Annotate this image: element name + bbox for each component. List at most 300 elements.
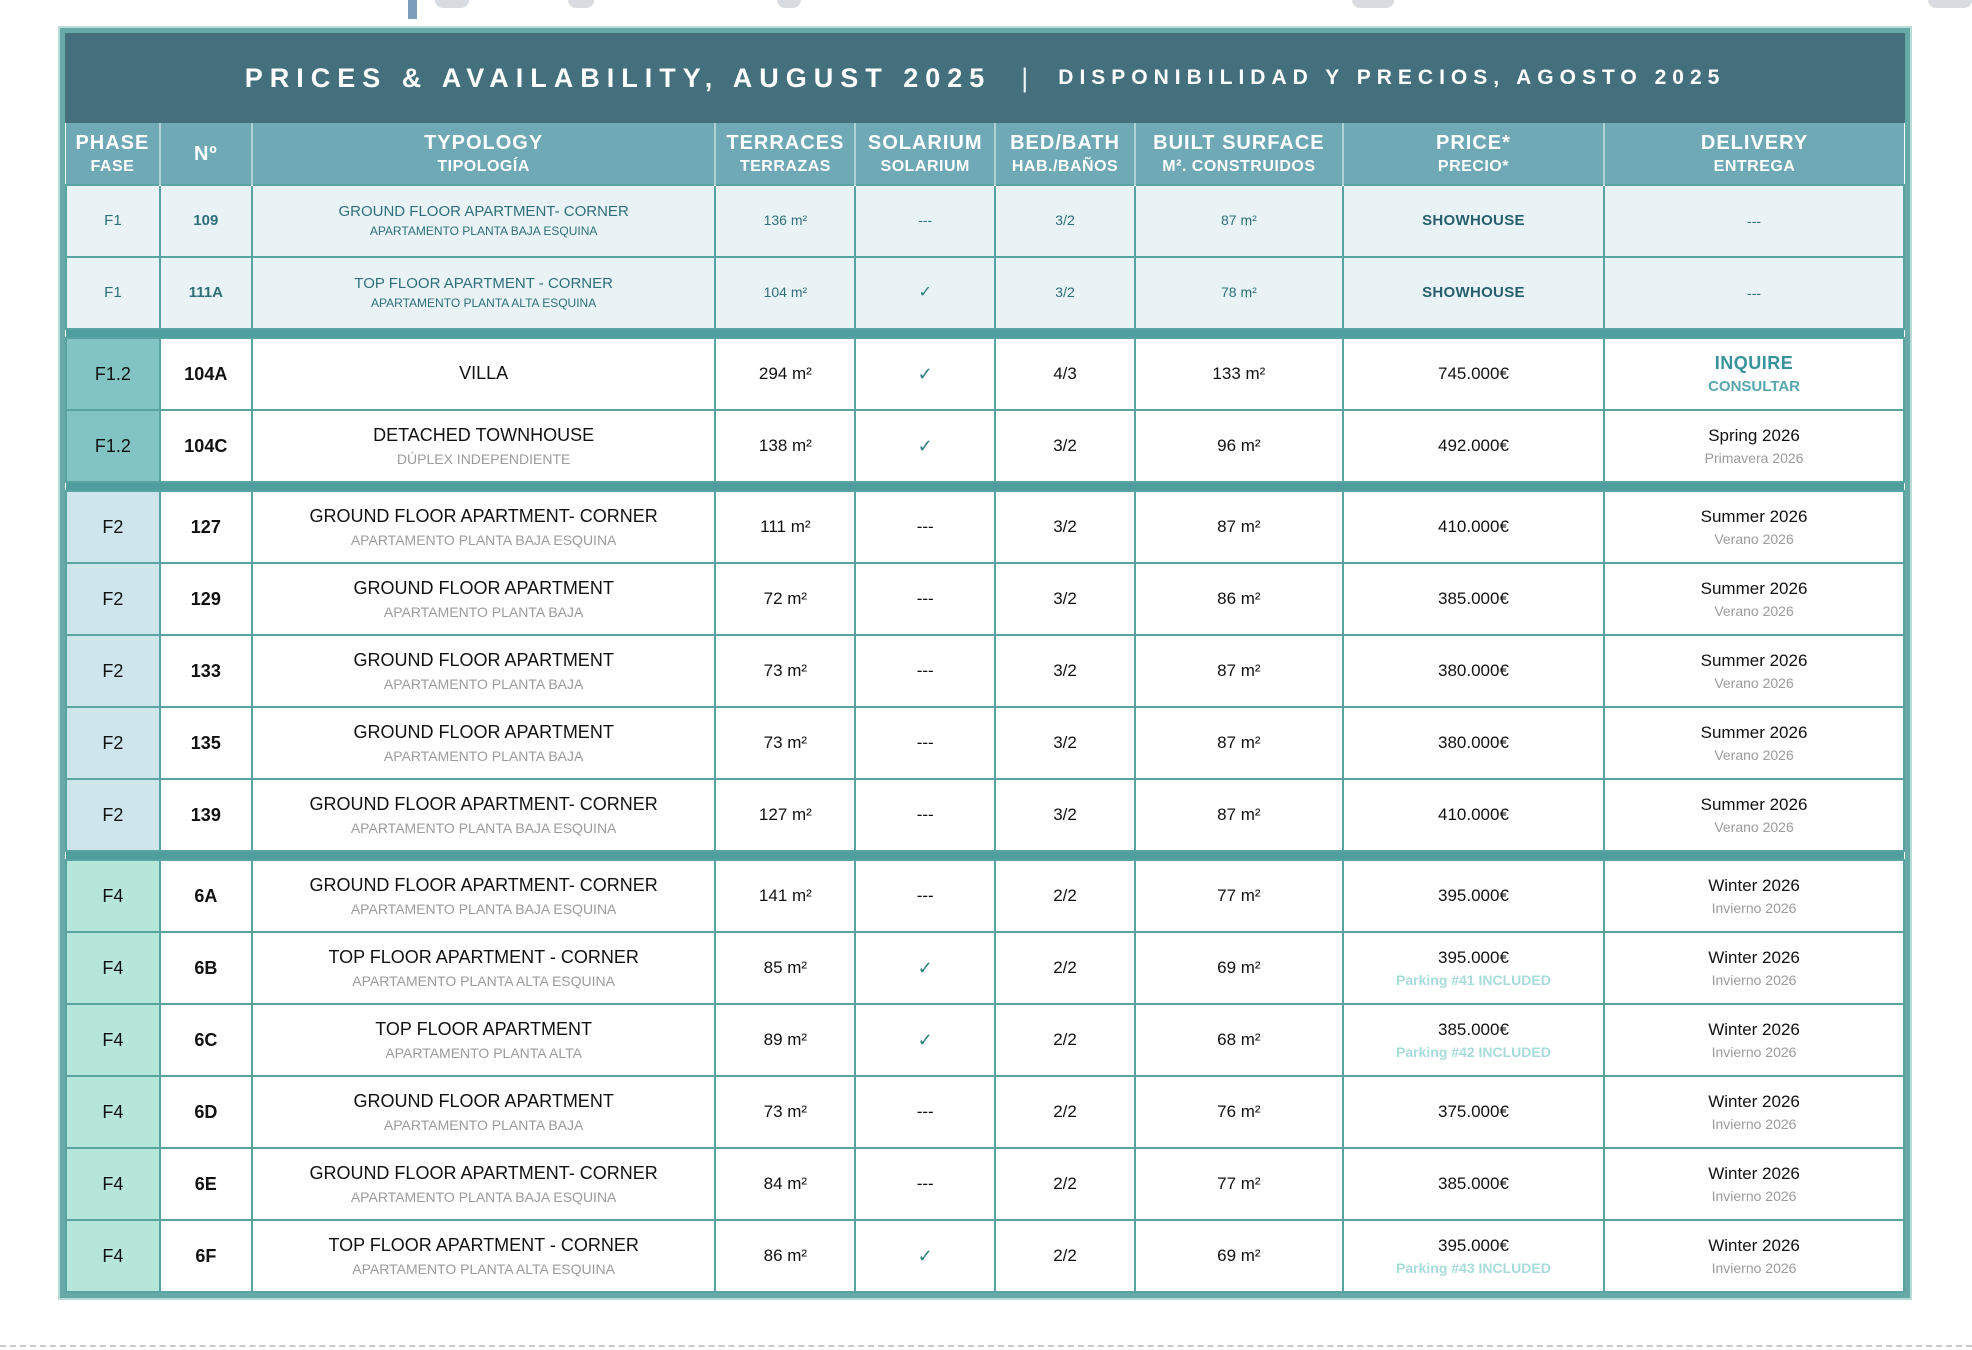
typology-cell bbox=[252, 491, 716, 563]
delivery-english: Winter 2026 bbox=[1708, 875, 1800, 895]
terraces-value: 294 m² bbox=[758, 364, 812, 384]
terraces-cell bbox=[715, 563, 855, 635]
col-header-bedbath bbox=[995, 123, 1135, 185]
price-cell bbox=[1343, 410, 1604, 482]
built-surface-cell bbox=[1135, 1148, 1343, 1220]
terraces-value: 73 m² bbox=[763, 733, 808, 753]
unit-number-cell bbox=[160, 932, 252, 1004]
typology-cell bbox=[252, 1004, 716, 1076]
price-value: 410.000€ bbox=[1438, 804, 1509, 824]
phase-label: F1.2 bbox=[94, 435, 131, 456]
price-value: SHOWHOUSE bbox=[1422, 212, 1525, 230]
price-value: 395.000€ bbox=[1438, 948, 1509, 968]
built-surface-cell bbox=[1135, 860, 1343, 932]
unit-number: 6C bbox=[194, 1029, 218, 1050]
solarium-cell bbox=[855, 1076, 995, 1148]
title-divider: | bbox=[1021, 62, 1029, 93]
solarium-value: --- bbox=[918, 212, 933, 229]
unit-number-cell bbox=[160, 338, 252, 410]
phase-cell bbox=[66, 779, 160, 851]
bedbath-cell bbox=[995, 410, 1135, 482]
typology-english: GROUND FLOOR APARTMENT bbox=[353, 650, 614, 671]
check-icon: ✓ bbox=[917, 363, 933, 384]
solarium-value: --- bbox=[916, 805, 934, 825]
phase-label: F2 bbox=[102, 588, 124, 609]
built-surface-cell bbox=[1135, 1004, 1343, 1076]
typology-spanish: DÚPLEX INDEPENDIENTE bbox=[396, 450, 571, 467]
col-header-terraces bbox=[715, 123, 855, 185]
built-surface-value: 87 m² bbox=[1217, 661, 1261, 681]
solarium-cell bbox=[855, 563, 995, 635]
col-header-solarium bbox=[855, 123, 995, 185]
solarium-value: --- bbox=[916, 589, 934, 609]
built-surface-value: 77 m² bbox=[1217, 886, 1261, 906]
terraces-value: 138 m² bbox=[758, 436, 812, 456]
delivery-cell bbox=[1604, 779, 1904, 851]
bedbath-value: 3/2 bbox=[1053, 805, 1077, 825]
group-separator bbox=[66, 851, 1904, 860]
unit-number-cell bbox=[160, 1004, 252, 1076]
built-surface-cell bbox=[1135, 1076, 1343, 1148]
table-row bbox=[66, 707, 1904, 779]
terraces-value: 84 m² bbox=[763, 1174, 808, 1194]
typology-english: GROUND FLOOR APARTMENT- CORNER bbox=[309, 794, 658, 815]
terraces-value: 127 m² bbox=[758, 805, 812, 825]
title-english: PRICES & AVAILABILITY, AUGUST 2025 bbox=[244, 62, 992, 93]
price-cell bbox=[1343, 185, 1604, 257]
table-row bbox=[66, 1076, 1904, 1148]
terraces-cell bbox=[715, 1148, 855, 1220]
typology-cell bbox=[252, 563, 716, 635]
terraces-value: 73 m² bbox=[763, 1102, 808, 1122]
typology-spanish: APARTAMENTO PLANTA ALTA ESQUINA bbox=[352, 1260, 615, 1277]
delivery-english: Winter 2026 bbox=[1708, 1019, 1800, 1039]
check-icon: ✓ bbox=[917, 435, 933, 456]
built-surface-cell bbox=[1135, 491, 1343, 563]
built-surface-value: 87 m² bbox=[1220, 212, 1257, 229]
typology-english: GROUND FLOOR APARTMENT- CORNER bbox=[309, 506, 658, 527]
unit-number-cell bbox=[160, 707, 252, 779]
title-spanish: DISPONIBILIDAD Y PRECIOS, AGOSTO 2025 bbox=[1058, 66, 1726, 89]
unit-number: 6F bbox=[195, 1245, 217, 1266]
built-surface-value: 78 m² bbox=[1220, 284, 1257, 301]
check-icon: ✓ bbox=[917, 1029, 933, 1050]
check-icon: ✓ bbox=[917, 957, 933, 978]
terraces-cell bbox=[715, 257, 855, 329]
typology-spanish: APARTAMENTO PLANTA ALTA bbox=[385, 1044, 582, 1061]
built-surface-value: 133 m² bbox=[1212, 364, 1266, 384]
delivery-cell bbox=[1604, 410, 1904, 482]
check-icon: ✓ bbox=[918, 284, 932, 301]
logo-fragment bbox=[1928, 0, 1972, 8]
phase-cell bbox=[66, 563, 160, 635]
solarium-cell bbox=[855, 1148, 995, 1220]
delivery-cell bbox=[1604, 1220, 1904, 1292]
solarium-cell bbox=[855, 185, 995, 257]
delivery-english: Winter 2026 bbox=[1708, 1163, 1800, 1183]
solarium-value: --- bbox=[916, 661, 934, 681]
group-separator bbox=[66, 329, 1904, 338]
col-header-bedbath-en: BED/BATH bbox=[1010, 131, 1120, 154]
built-surface-cell bbox=[1135, 635, 1343, 707]
solarium-cell bbox=[855, 860, 995, 932]
terraces-value: 136 m² bbox=[763, 212, 808, 229]
table-row bbox=[66, 932, 1904, 1004]
terraces-cell bbox=[715, 1004, 855, 1076]
phase-cell bbox=[66, 1076, 160, 1148]
unit-number-cell bbox=[160, 410, 252, 482]
price-cell bbox=[1343, 932, 1604, 1004]
typology-spanish: APARTAMENTO PLANTA ALTA ESQUINA bbox=[371, 295, 597, 310]
phase-label: F2 bbox=[102, 732, 124, 753]
col-header-price-en: PRICE* bbox=[1436, 131, 1511, 154]
price-value: 492.000€ bbox=[1438, 435, 1509, 455]
built-surface-cell bbox=[1135, 1220, 1343, 1292]
price-cell bbox=[1343, 779, 1604, 851]
parking-included-note: Parking #43 INCLUDED bbox=[1396, 1260, 1551, 1277]
col-header-bedbath-es: HAB./BAÑOS bbox=[1011, 157, 1119, 175]
phase-cell bbox=[66, 491, 160, 563]
typology-spanish: APARTAMENTO PLANTA BAJA ESQUINA bbox=[350, 900, 617, 917]
bedbath-cell bbox=[995, 1148, 1135, 1220]
solarium-cell bbox=[855, 1004, 995, 1076]
delivery-english: Summer 2026 bbox=[1700, 794, 1808, 814]
table-row bbox=[66, 491, 1904, 563]
delivery-cell bbox=[1604, 338, 1904, 410]
bedbath-value: 3/2 bbox=[1055, 284, 1075, 301]
unit-number: 135 bbox=[190, 732, 221, 753]
typology-spanish: APARTAMENTO PLANTA ALTA ESQUINA bbox=[352, 972, 615, 989]
typology-spanish: APARTAMENTO PLANTA BAJA ESQUINA bbox=[369, 223, 598, 238]
delivery-spanish: Invierno 2026 bbox=[1711, 1187, 1797, 1204]
delivery-cell bbox=[1604, 1004, 1904, 1076]
col-header-built-es: M². CONSTRUIDOS bbox=[1162, 157, 1316, 175]
logo-fragment bbox=[777, 0, 801, 8]
typology-cell bbox=[252, 1076, 716, 1148]
delivery-english: Summer 2026 bbox=[1700, 722, 1808, 742]
col-header-built-en: BUILT SURFACE bbox=[1153, 131, 1325, 154]
delivery-cell bbox=[1604, 860, 1904, 932]
terraces-value: 86 m² bbox=[763, 1246, 808, 1266]
phase-cell bbox=[66, 257, 160, 329]
typology-cell bbox=[252, 707, 716, 779]
phase-label: F1 bbox=[104, 283, 122, 301]
unit-number: 139 bbox=[190, 804, 221, 825]
terraces-cell bbox=[715, 860, 855, 932]
delivery-spanish: Invierno 2026 bbox=[1711, 1043, 1797, 1060]
phase-cell bbox=[66, 1004, 160, 1076]
typology-spanish: APARTAMENTO PLANTA BAJA bbox=[383, 603, 584, 620]
table-row bbox=[66, 185, 1904, 257]
delivery-cell bbox=[1604, 185, 1904, 257]
typology-english: TOP FLOOR APARTMENT - CORNER bbox=[354, 275, 613, 293]
delivery-english: Winter 2026 bbox=[1708, 1091, 1800, 1111]
phase-cell bbox=[66, 860, 160, 932]
typology-english: GROUND FLOOR APARTMENT bbox=[353, 722, 614, 743]
solarium-value: --- bbox=[916, 886, 934, 906]
col-header-typology bbox=[252, 123, 716, 185]
solarium-cell bbox=[855, 1220, 995, 1292]
bedbath-value: 3/2 bbox=[1053, 733, 1077, 753]
typology-cell bbox=[252, 860, 716, 932]
phase-label: F1.2 bbox=[94, 363, 131, 384]
unit-number-cell bbox=[160, 635, 252, 707]
price-cell bbox=[1343, 635, 1604, 707]
price-cell bbox=[1343, 491, 1604, 563]
col-header-terraces-es: TERRAZAS bbox=[739, 157, 831, 175]
phase-label: F2 bbox=[102, 516, 124, 537]
typology-english: TOP FLOOR APARTMENT - CORNER bbox=[328, 1235, 639, 1256]
unit-number-cell bbox=[160, 1076, 252, 1148]
price-value: 375.000€ bbox=[1438, 1101, 1509, 1121]
price-availability-table bbox=[60, 28, 1910, 1298]
bedbath-cell bbox=[995, 1004, 1135, 1076]
table-row bbox=[66, 257, 1904, 329]
price-value: 395.000€ bbox=[1438, 1236, 1509, 1256]
price-value: 385.000€ bbox=[1438, 1173, 1509, 1193]
col-header-phase-es: FASE bbox=[90, 157, 135, 175]
typology-english: TOP FLOOR APARTMENT - CORNER bbox=[328, 947, 639, 968]
bedbath-cell bbox=[995, 1220, 1135, 1292]
bedbath-cell bbox=[995, 932, 1135, 1004]
delivery-spanish: Invierno 2026 bbox=[1711, 971, 1797, 988]
typology-cell bbox=[252, 410, 716, 482]
solarium-value: --- bbox=[916, 1174, 934, 1194]
phase-label: F1 bbox=[104, 211, 122, 229]
solarium-cell bbox=[855, 635, 995, 707]
terraces-cell bbox=[715, 707, 855, 779]
terraces-cell bbox=[715, 635, 855, 707]
bedbath-value: 3/2 bbox=[1053, 517, 1077, 537]
table-row bbox=[66, 779, 1904, 851]
logo-fragment bbox=[435, 0, 469, 8]
phase-cell bbox=[66, 932, 160, 1004]
typology-cell bbox=[252, 257, 716, 329]
phase-label: F4 bbox=[102, 885, 124, 906]
phase-cell bbox=[66, 1220, 160, 1292]
col-header-typology-es: TIPOLOGÍA bbox=[437, 157, 530, 175]
terraces-value: 104 m² bbox=[763, 284, 808, 301]
solarium-cell bbox=[855, 338, 995, 410]
terraces-cell bbox=[715, 1220, 855, 1292]
delivery-english: Summer 2026 bbox=[1700, 578, 1808, 598]
unit-number: 127 bbox=[190, 516, 221, 537]
built-surface-cell bbox=[1135, 563, 1343, 635]
typology-spanish: APARTAMENTO PLANTA BAJA ESQUINA bbox=[350, 1188, 617, 1205]
terraces-cell bbox=[715, 932, 855, 1004]
built-surface-cell bbox=[1135, 257, 1343, 329]
unit-number-cell bbox=[160, 1148, 252, 1220]
bedbath-cell bbox=[995, 257, 1135, 329]
unit-number: 6D bbox=[194, 1101, 218, 1122]
built-surface-value: 96 m² bbox=[1217, 436, 1261, 456]
delivery-spanish: Verano 2026 bbox=[1714, 602, 1794, 619]
col-header-price bbox=[1343, 123, 1604, 185]
unit-number: 133 bbox=[190, 660, 221, 681]
delivery-english: --- bbox=[1747, 284, 1762, 301]
typology-english: GROUND FLOOR APARTMENT- CORNER bbox=[338, 203, 629, 221]
col-header-number-en: Nº bbox=[193, 142, 218, 165]
col-header-phase-en: PHASE bbox=[75, 131, 150, 154]
typology-spanish: APARTAMENTO PLANTA BAJA bbox=[383, 1116, 584, 1133]
typology-cell bbox=[252, 779, 716, 851]
delivery-spanish: Verano 2026 bbox=[1714, 746, 1794, 763]
built-surface-value: 86 m² bbox=[1217, 589, 1261, 609]
typology-english: TOP FLOOR APARTMENT bbox=[375, 1019, 592, 1040]
price-cell bbox=[1343, 707, 1604, 779]
typology-spanish: APARTAMENTO PLANTA BAJA bbox=[383, 675, 584, 692]
phase-label: F4 bbox=[102, 1029, 124, 1050]
delivery-spanish: Invierno 2026 bbox=[1711, 1115, 1797, 1132]
bedbath-cell bbox=[995, 707, 1135, 779]
typology-english: GROUND FLOOR APARTMENT- CORNER bbox=[309, 1163, 658, 1184]
unit-number-cell bbox=[160, 185, 252, 257]
terraces-cell bbox=[715, 779, 855, 851]
typology-cell bbox=[252, 1220, 716, 1292]
built-surface-cell bbox=[1135, 338, 1343, 410]
unit-number: 111A bbox=[188, 283, 223, 301]
bedbath-cell bbox=[995, 860, 1135, 932]
unit-number: 129 bbox=[190, 588, 221, 609]
unit-number: 104C bbox=[184, 435, 228, 456]
unit-number-cell bbox=[160, 779, 252, 851]
price-value: 410.000€ bbox=[1438, 516, 1509, 536]
typology-spanish: APARTAMENTO PLANTA BAJA ESQUINA bbox=[350, 531, 617, 548]
bedbath-value: 2/2 bbox=[1053, 886, 1077, 906]
built-surface-value: 69 m² bbox=[1217, 958, 1261, 978]
bedbath-cell bbox=[995, 635, 1135, 707]
solarium-cell bbox=[855, 491, 995, 563]
col-header-solarium-es: SOLARIUM bbox=[880, 157, 970, 175]
parking-included-note: Parking #42 INCLUDED bbox=[1396, 1044, 1551, 1061]
col-header-price-es: PRECIO* bbox=[1437, 157, 1509, 175]
typology-cell bbox=[252, 1148, 716, 1220]
delivery-cell bbox=[1604, 1148, 1904, 1220]
built-surface-cell bbox=[1135, 707, 1343, 779]
phase-label: F4 bbox=[102, 1173, 124, 1194]
phase-cell bbox=[66, 185, 160, 257]
price-value: 380.000€ bbox=[1438, 732, 1509, 752]
typology-english: GROUND FLOOR APARTMENT bbox=[353, 1091, 614, 1112]
bedbath-value: 3/2 bbox=[1053, 589, 1077, 609]
solarium-value: --- bbox=[916, 1102, 934, 1122]
built-surface-cell bbox=[1135, 410, 1343, 482]
typology-cell bbox=[252, 635, 716, 707]
phase-label: F2 bbox=[102, 804, 124, 825]
bedbath-value: 4/3 bbox=[1053, 364, 1077, 384]
solarium-cell bbox=[855, 932, 995, 1004]
price-value: 385.000€ bbox=[1438, 588, 1509, 608]
solarium-cell bbox=[855, 257, 995, 329]
phase-label: F4 bbox=[102, 957, 124, 978]
unit-number-cell bbox=[160, 257, 252, 329]
built-surface-value: 87 m² bbox=[1217, 517, 1261, 537]
units-table bbox=[65, 123, 1905, 1293]
price-value: 385.000€ bbox=[1438, 1020, 1509, 1040]
typology-cell bbox=[252, 932, 716, 1004]
delivery-cell bbox=[1604, 563, 1904, 635]
terraces-value: 111 m² bbox=[760, 517, 811, 537]
built-surface-cell bbox=[1135, 185, 1343, 257]
price-cell bbox=[1343, 338, 1604, 410]
delivery-cell bbox=[1604, 932, 1904, 1004]
terraces-cell bbox=[715, 185, 855, 257]
terraces-value: 85 m² bbox=[763, 958, 808, 978]
price-cell bbox=[1343, 1076, 1604, 1148]
bedbath-value: 2/2 bbox=[1053, 1246, 1077, 1266]
typology-english: DETACHED TOWNHOUSE bbox=[373, 425, 595, 446]
unit-number-cell bbox=[160, 1220, 252, 1292]
phase-label: F4 bbox=[102, 1245, 124, 1266]
table-row bbox=[66, 1220, 1904, 1292]
table-row bbox=[66, 410, 1904, 482]
bedbath-cell bbox=[995, 338, 1135, 410]
delivery-english: Summer 2026 bbox=[1700, 650, 1808, 670]
phase-label: F2 bbox=[102, 660, 124, 681]
col-header-delivery-es: ENTREGA bbox=[1713, 157, 1796, 175]
col-header-delivery bbox=[1604, 123, 1904, 185]
unit-number-cell bbox=[160, 860, 252, 932]
check-icon: ✓ bbox=[917, 1245, 933, 1266]
built-surface-cell bbox=[1135, 779, 1343, 851]
parking-included-note: Parking #41 INCLUDED bbox=[1396, 972, 1551, 989]
delivery-spanish: Invierno 2026 bbox=[1711, 1259, 1797, 1276]
delivery-spanish: Verano 2026 bbox=[1714, 818, 1794, 835]
price-value: SHOWHOUSE bbox=[1422, 284, 1525, 302]
built-surface-cell bbox=[1135, 932, 1343, 1004]
delivery-cell bbox=[1604, 707, 1904, 779]
price-value: 395.000€ bbox=[1438, 885, 1509, 905]
terraces-cell bbox=[715, 338, 855, 410]
unit-number-cell bbox=[160, 563, 252, 635]
price-cell bbox=[1343, 563, 1604, 635]
table-row bbox=[66, 1148, 1904, 1220]
logo-fragment bbox=[1352, 0, 1394, 8]
solarium-value: --- bbox=[916, 517, 934, 537]
terraces-value: 141 m² bbox=[758, 886, 812, 906]
phase-cell bbox=[66, 410, 160, 482]
delivery-spanish: Invierno 2026 bbox=[1711, 899, 1797, 916]
bedbath-cell bbox=[995, 779, 1135, 851]
solarium-cell bbox=[855, 707, 995, 779]
table-row bbox=[66, 563, 1904, 635]
bedbath-cell bbox=[995, 563, 1135, 635]
logo-fragment bbox=[408, 0, 417, 19]
bedbath-value: 3/2 bbox=[1053, 661, 1077, 681]
price-cell bbox=[1343, 1220, 1604, 1292]
delivery-english: INQUIRE bbox=[1714, 352, 1794, 373]
bedbath-value: 2/2 bbox=[1053, 1030, 1077, 1050]
delivery-english: Summer 2026 bbox=[1700, 506, 1808, 526]
table-header bbox=[66, 123, 1904, 185]
delivery-english: Winter 2026 bbox=[1708, 1235, 1800, 1255]
delivery-spanish: CONSULTAR bbox=[1708, 377, 1800, 395]
table-body bbox=[66, 185, 1904, 1292]
typology-english: GROUND FLOOR APARTMENT bbox=[353, 578, 614, 599]
terraces-value: 73 m² bbox=[763, 661, 808, 681]
delivery-english: Spring 2026 bbox=[1708, 425, 1800, 445]
built-surface-value: 87 m² bbox=[1217, 733, 1261, 753]
unit-number: 6A bbox=[194, 885, 218, 906]
page-bottom-divider bbox=[0, 1345, 1972, 1347]
unit-number: 6E bbox=[194, 1173, 217, 1194]
unit-number: 6B bbox=[194, 957, 218, 978]
typology-spanish: APARTAMENTO PLANTA BAJA ESQUINA bbox=[350, 819, 617, 836]
logo-fragment bbox=[568, 0, 594, 8]
typology-cell bbox=[252, 185, 716, 257]
delivery-spanish: Primavera 2026 bbox=[1704, 449, 1804, 466]
col-header-solarium-en: SOLARIUM bbox=[867, 131, 983, 154]
